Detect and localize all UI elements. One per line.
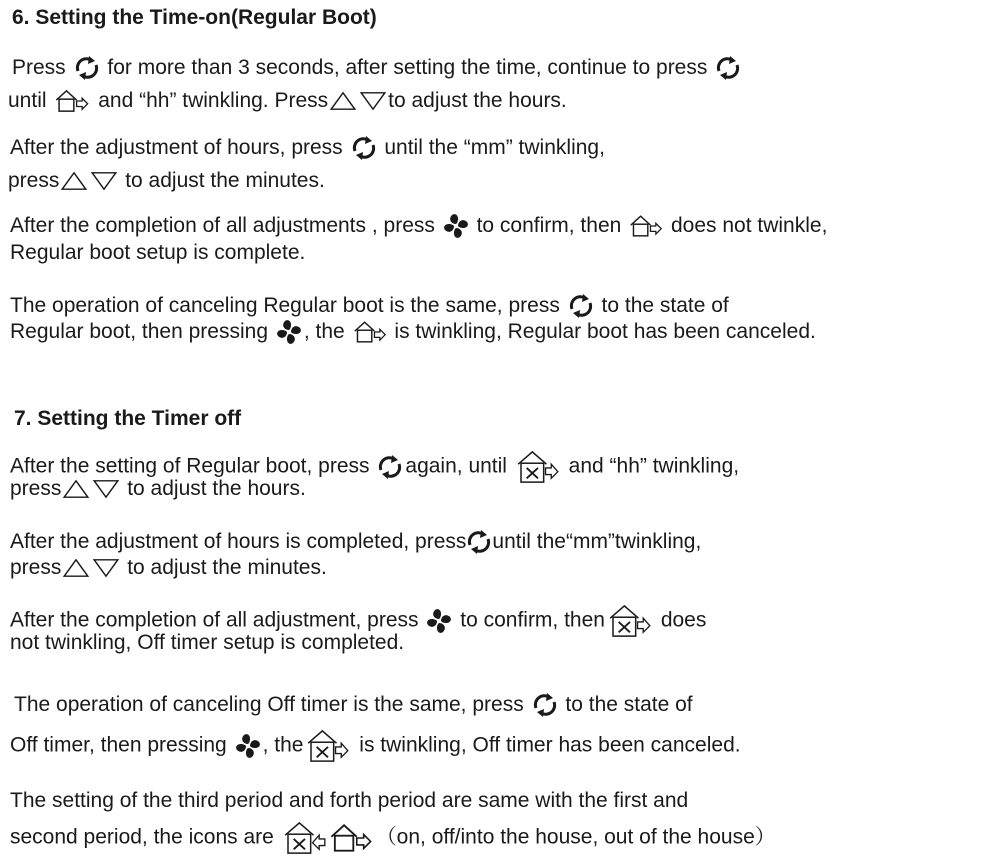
- cycle-arrow-icon: [351, 136, 377, 160]
- text: （on, off/into the house, out of the house）: [375, 825, 776, 849]
- house-in-icon: [282, 821, 328, 855]
- text: Off timer, then pressing: [10, 733, 227, 757]
- section-6-title: 6. Setting the Time-on(Regular Boot): [12, 6, 377, 29]
- text: press: [8, 169, 60, 192]
- text: again, until: [405, 454, 507, 478]
- text: The operation of canceling Regular boot is the same, press: [10, 294, 560, 317]
- down-triangle-icon: [358, 91, 388, 111]
- house-off-icon: [607, 604, 653, 638]
- up-triangle-icon: [328, 91, 358, 111]
- text: until the“mm”twinkling,: [492, 530, 702, 553]
- section-7-title: 7. Setting the Timer off: [14, 407, 242, 430]
- house-off-icon: [305, 729, 351, 763]
- text: until: [8, 89, 47, 112]
- text: After the adjustment of hours is completed, press: [10, 530, 467, 553]
- text: to the state of: [601, 294, 729, 317]
- s7-p5-line1: [10, 788, 688, 814]
- s7-p4-line2: [10, 729, 741, 763]
- text: for more than 3 seconds, after setting the time, continue to press: [107, 56, 708, 79]
- s6-p1-line1: [12, 55, 743, 81]
- down-triangle-icon: [89, 171, 119, 191]
- s6-p1-line2: [8, 88, 567, 114]
- fan-icon: [426, 608, 452, 634]
- text: to confirm, then: [476, 214, 622, 237]
- text: does not twinkle,: [670, 214, 828, 237]
- text: to adjust the minutes.: [125, 169, 325, 192]
- text: to the state of: [565, 693, 693, 716]
- text: to adjust the hours.: [127, 477, 306, 500]
- text: press: [10, 477, 62, 500]
- text: and “hh” twinkling. Press: [98, 89, 329, 112]
- text: second period, the icons are: [10, 825, 274, 849]
- text: and “hh” twinkling,: [568, 454, 740, 478]
- text: Regular boot, then pressing: [10, 320, 268, 343]
- fan-icon: [443, 213, 469, 239]
- text: to adjust the minutes.: [127, 556, 327, 579]
- text: does: [660, 608, 707, 632]
- text: is twinkling, Regular boot has been canceled.: [394, 320, 816, 343]
- down-triangle-icon: [91, 479, 121, 499]
- cycle-arrow-icon: [568, 294, 594, 318]
- s6-p2-line1: [10, 135, 605, 161]
- text: After the setting of Regular boot, press: [10, 454, 370, 478]
- cycle-arrow-icon: [466, 530, 492, 554]
- text: The setting of the third period and forth period are same with the first and: [10, 789, 689, 812]
- s6-p3-line2: [10, 240, 305, 266]
- up-triangle-icon: [61, 479, 91, 499]
- house-out-icon: [328, 823, 374, 853]
- text: , the: [303, 320, 345, 343]
- text: not twinkling, Off timer setup is completed.: [10, 631, 405, 654]
- s7-p4-line1: [14, 692, 693, 718]
- up-triangle-icon: [59, 171, 89, 191]
- s6-p3-line1: [10, 213, 827, 239]
- text: to confirm, then: [460, 608, 605, 632]
- text: After the completion of all adjustment, press: [10, 608, 419, 632]
- text: Regular boot setup is complete.: [10, 241, 306, 264]
- cycle-arrow-icon: [377, 455, 403, 479]
- text: until the “mm” twinkling,: [384, 136, 605, 159]
- text: Press: [12, 56, 66, 79]
- cycle-arrow-icon: [532, 693, 558, 717]
- text: The operation of canceling Off timer is the same, press: [14, 693, 524, 716]
- text: , the: [262, 733, 304, 757]
- down-triangle-icon: [91, 558, 121, 578]
- s7-p1-line2: [10, 476, 306, 502]
- s6-p4-line1: [10, 293, 729, 319]
- house-off-icon: [515, 450, 561, 484]
- text: to adjust the hours.: [388, 89, 567, 112]
- s6-p2-line2: [8, 168, 325, 194]
- s7-p3-line2: [10, 630, 404, 656]
- house-out-icon: [353, 320, 387, 344]
- house-out-icon: [54, 89, 90, 113]
- cycle-arrow-icon: [715, 56, 741, 80]
- s6-p4-line2: [10, 319, 816, 345]
- text: is twinkling, Off timer has been canceled.: [359, 733, 741, 757]
- text: press: [10, 556, 62, 579]
- text: After the completion of all adjustments , press: [10, 214, 435, 237]
- cycle-arrow-icon: [74, 56, 100, 80]
- text: After the adjustment of hours, press: [10, 136, 343, 159]
- s7-p2-line2: [10, 555, 327, 581]
- up-triangle-icon: [61, 558, 91, 578]
- house-out-icon: [629, 214, 663, 238]
- fan-icon: [276, 319, 302, 345]
- s7-p2-line1: [10, 529, 701, 555]
- fan-icon: [235, 733, 261, 759]
- s7-p5-line2: [10, 821, 776, 855]
